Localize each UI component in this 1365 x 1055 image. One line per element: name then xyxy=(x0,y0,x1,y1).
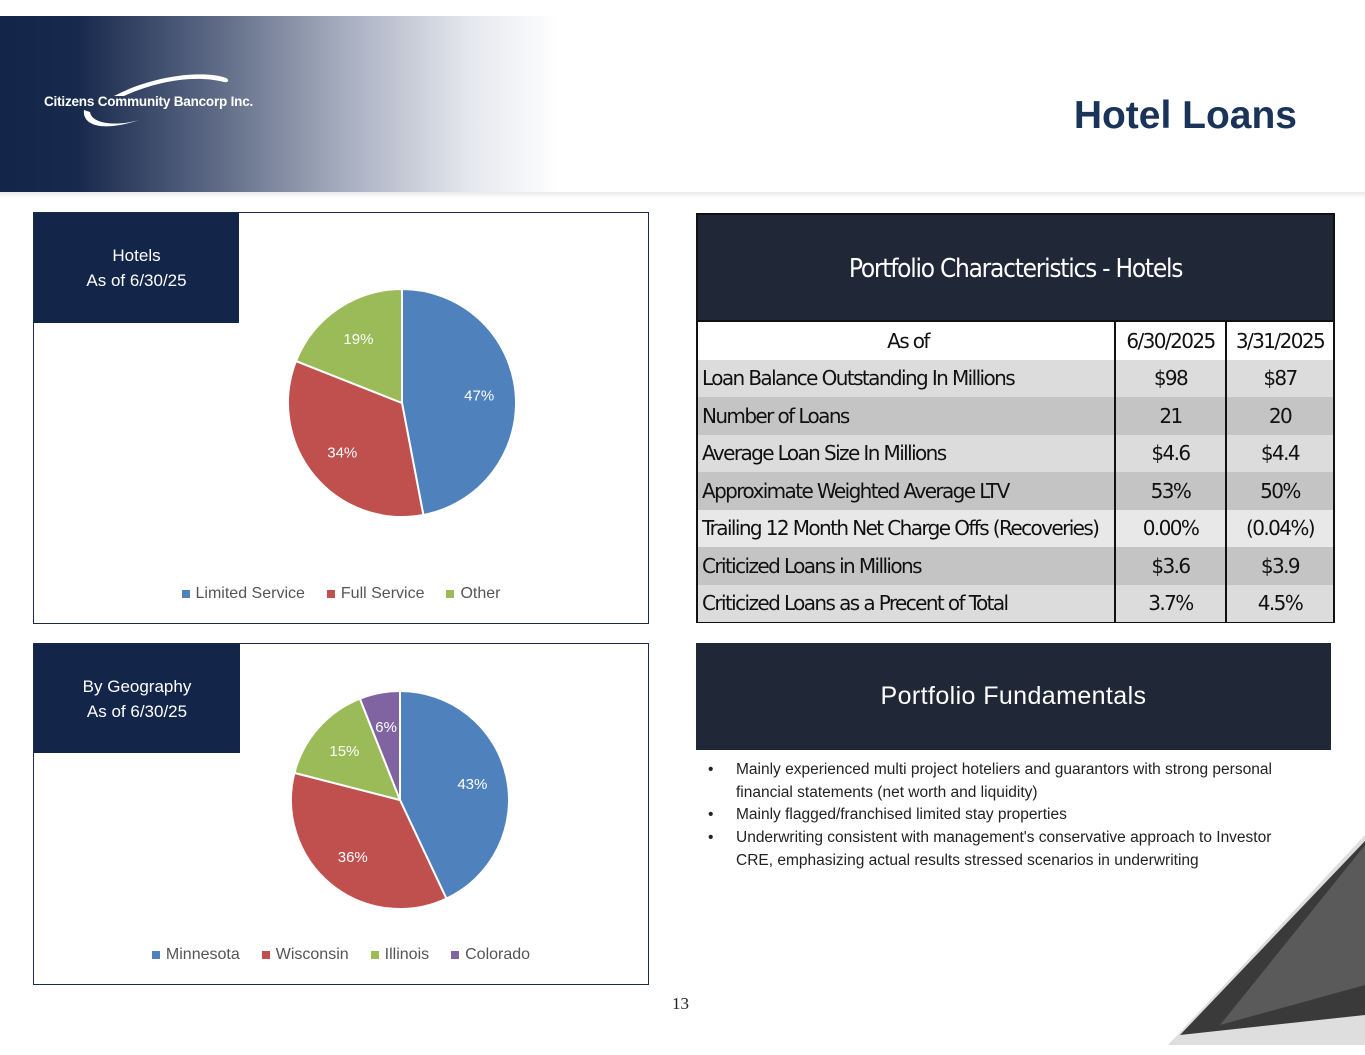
table-cell: $87 xyxy=(1226,360,1333,398)
bullet-icon: • xyxy=(708,761,714,778)
table-cell: 6/30/2025 xyxy=(1115,322,1226,360)
table-cell: $3.6 xyxy=(1115,547,1226,585)
table-cell: 3/31/2025 xyxy=(1226,322,1333,360)
hotels-chart-label-line1: Hotels xyxy=(112,246,161,265)
pie-data-label: 15% xyxy=(329,742,360,760)
table-row xyxy=(698,360,1333,398)
logo-text: Citizens Community Bancorp Inc. xyxy=(44,94,254,109)
pie-data-label: 43% xyxy=(457,775,488,793)
hotels-legend xyxy=(34,585,648,603)
bullet-icon: • xyxy=(708,806,714,824)
table-row xyxy=(698,397,1333,435)
legend-label: Other xyxy=(460,585,501,602)
legend-swatch xyxy=(371,951,379,959)
table-cell: 20 xyxy=(1226,397,1333,435)
fundamentals-header: Portfolio Fundamentals xyxy=(696,643,1331,750)
hotels-chart-label-line2: As of 6/30/25 xyxy=(86,271,187,290)
table-cell: 53% xyxy=(1115,472,1226,510)
table-cell: $3.9 xyxy=(1226,547,1333,585)
legend-item xyxy=(451,946,530,964)
table-row xyxy=(698,547,1333,585)
table-cell: Approximate Weighted Average LTV xyxy=(698,472,1115,510)
table-row xyxy=(698,435,1333,473)
table-cell: Criticized Loans as a Precent of Total xyxy=(698,585,1115,623)
table-row xyxy=(698,510,1333,548)
table-row xyxy=(698,472,1333,510)
legend-label: Full Service xyxy=(340,585,425,602)
list-item-text: Underwriting consistent with management's conservative approach to Investor CRE, emphasizing actual results stressed scenarios in underwriting xyxy=(736,829,1272,869)
pie-slice-limited-service xyxy=(402,289,516,515)
geography-chart-label xyxy=(34,644,240,753)
page-corner-decoration xyxy=(1160,835,1365,1045)
portfolio-table xyxy=(698,322,1333,622)
company-logo xyxy=(44,70,284,140)
legend-swatch xyxy=(152,951,160,959)
legend-swatch xyxy=(451,951,459,959)
legend-swatch xyxy=(182,590,190,598)
table-cell: Trailing 12 Month Net Charge Offs (Recoveries) xyxy=(698,510,1115,548)
list-item-text: Mainly experienced multi project hoteliers and guarantors with strong personal financial statements (net worth and liquidity) xyxy=(736,761,1272,801)
hotels-chart xyxy=(33,212,649,624)
legend-swatch xyxy=(262,951,270,959)
pie-data-label: 34% xyxy=(327,444,358,462)
page-number: 13 xyxy=(672,994,689,1013)
table-cell: 50% xyxy=(1226,472,1333,510)
legend-item xyxy=(327,585,425,603)
legend-swatch xyxy=(446,590,454,598)
legend-label: Wisconsin xyxy=(275,946,349,963)
header-divider xyxy=(0,192,1365,198)
list-item xyxy=(708,804,1308,827)
geography-chart xyxy=(33,643,649,985)
portfolio-table-header xyxy=(698,215,1333,322)
table-cell: $4.4 xyxy=(1226,435,1333,473)
table-cell: Loan Balance Outstanding In Millions xyxy=(698,360,1115,398)
pie-data-label: 36% xyxy=(337,849,368,867)
pie-data-label: 6% xyxy=(375,719,397,737)
table-cell: $98 xyxy=(1115,360,1226,398)
table-cell: 0.00% xyxy=(1115,510,1226,548)
legend-label: Colorado xyxy=(465,946,531,963)
legend-item xyxy=(446,585,500,603)
table-cell: Average Loan Size In Millions xyxy=(698,435,1115,473)
list-item-text: Mainly flagged/franchised limited stay properties xyxy=(736,806,1067,824)
table-header-row xyxy=(698,322,1333,360)
geography-chart-label-line2: As of 6/30/25 xyxy=(86,701,188,721)
legend-item xyxy=(152,946,240,964)
pie-data-label: 47% xyxy=(464,387,495,405)
legend-item xyxy=(182,585,305,603)
table-cell: Number of Loans xyxy=(698,397,1115,435)
table-row xyxy=(698,585,1333,623)
legend-label: Limited Service xyxy=(195,585,305,602)
portfolio-characteristics-panel xyxy=(696,213,1335,623)
legend-label: Illinois xyxy=(384,946,430,963)
portfolio-table-title: Portfolio Characteristics - Hotels xyxy=(730,215,1302,322)
legend-item xyxy=(371,946,429,964)
page-title: Hotel Loans xyxy=(1073,94,1297,137)
pie-data-label: 19% xyxy=(343,330,374,348)
legend-label: Minnesota xyxy=(165,946,240,963)
table-cell: As of xyxy=(698,322,1115,360)
legend-swatch xyxy=(327,590,335,598)
table-cell: (0.04%) xyxy=(1226,510,1333,548)
hotels-chart-label xyxy=(34,213,239,323)
table-cell: $4.6 xyxy=(1115,435,1226,473)
table-cell: 3.7% xyxy=(1115,585,1226,623)
geography-legend xyxy=(34,946,648,964)
table-cell: 21 xyxy=(1115,397,1226,435)
table-cell: Criticized Loans in Millions xyxy=(698,547,1115,585)
bullet-icon: • xyxy=(708,829,714,847)
legend-item xyxy=(262,946,349,964)
list-item xyxy=(708,759,1308,804)
table-cell: 4.5% xyxy=(1226,585,1333,623)
geography-chart-label-line1: By Geography xyxy=(82,676,192,696)
